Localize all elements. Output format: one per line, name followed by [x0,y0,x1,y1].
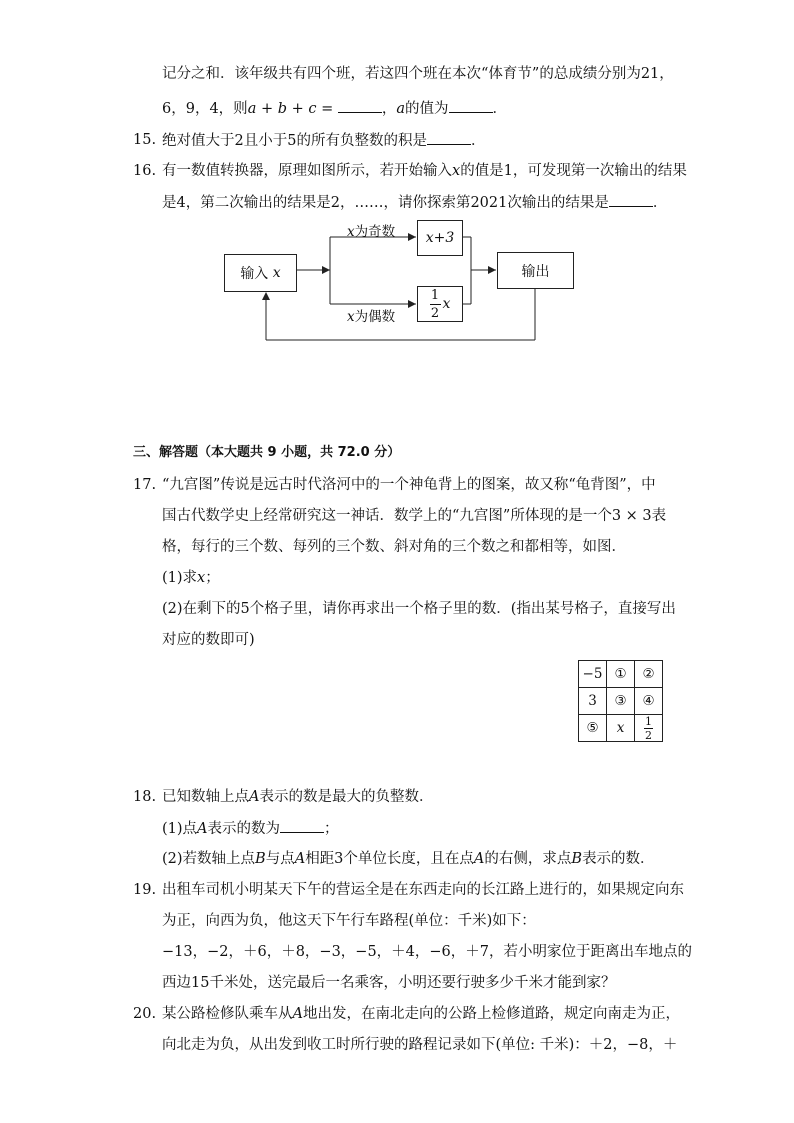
odd-op-expr: x+3 [425,230,455,246]
odd-text: 为奇数 [354,224,396,240]
q17-line2: 国古代数学史上经常研究这一神话．数学上的“九宫图”所体现的是一个3 × 3表 [162,508,667,524]
even-text: 为偶数 [354,309,396,325]
q19-line3: −13，−2，＋6，＋8，−3，−5，＋4，−6，＋7，若小明家位于距离出车地点的 [162,944,692,960]
q17-part2-line2: 对应的数即可) [162,632,255,648]
grid-cell: ① [607,661,635,688]
grid-cell: ④ [635,688,663,715]
q18-A-var: A [249,789,260,805]
grid-row [579,688,663,715]
q18-part2-A2: A [473,851,485,867]
q18-part1-end: ； [324,821,339,837]
q17-part1-pre: (1)求 [162,570,198,586]
q17-part1-post: ； [205,570,220,586]
grid-cell: ⑤ [579,715,607,742]
q16-line2-text: 是4，第二次输出的结果是2，……，请你探索第2021次输出的结果是 [162,195,609,211]
q18-line1-post: 表示的数是最大的负整数． [259,789,434,805]
grid-row [579,661,663,688]
output-label: 输出 [521,263,550,280]
grid-cell-fraction [635,715,663,742]
q20-line1-pre: 某公路检修队乘车从 [162,1006,293,1022]
q14-line2-post: 的值为 [405,101,449,117]
q16-x-var: x [452,163,461,179]
q17-part1-var: x [197,570,206,586]
q14-sum-expr: a + b + c = [247,101,334,117]
q18-part1 [162,818,339,839]
odd-op-box [417,220,463,256]
q18-part2-B: B [255,851,266,867]
grid-cell: ② [635,661,663,688]
q19-line2: 为正，向西为负，他这天下午行车路程(单位：千米)如下： [162,913,536,929]
q16-number: 16. [133,163,157,179]
q18-part2-A: A [294,851,306,867]
q18-part1-A: A [197,821,208,837]
q18-part1-pre: (1)点 [162,821,198,837]
q18-part2-pre: (2)若数轴上点 [162,851,256,867]
grid-fraction [644,716,653,741]
q18-part2-mid2: 相距3个单位长度，且在点 [305,851,474,867]
grid-cell: −5 [579,661,607,688]
q18-part2-mid1: 与点 [265,851,295,867]
q18-line1-pre: 已知数轴上点 [162,789,249,805]
nine-grid-table [578,660,663,742]
q14-line2-pre: 6，9，4，则 [162,101,248,117]
grid-cell: ③ [607,688,635,715]
input-box [224,254,297,292]
q14-a-var: a [396,101,405,117]
q18-blank[interactable] [280,818,324,833]
q14-line2-end: ． [492,101,507,117]
q20-number: 20. [133,1006,157,1022]
q18-part2-mid3: 的右侧，求点 [484,851,572,867]
q18-line1 [162,787,433,807]
q19-line1: 出租车司机小明某天下午的营运全是在东西走向的长江路上进行的，如果规定向东 [162,882,684,898]
q17-number: 17. [133,477,157,493]
q16-line1-pre: 有一数值转换器，原理如图所示，若开始输入 [162,163,452,179]
q16-line2-end: ． [652,195,668,211]
q17-line3: 格，每行的三个数、每列的三个数、斜对角的三个数之和都相等，如图． [162,539,626,555]
q18-part2-B2: B [571,851,583,867]
q16-line1-post: 的值是1，可发现第一次输出的结果 [460,163,687,179]
half-den: 2 [430,305,440,321]
grid-frac-num: 1 [645,714,652,728]
q19-line4: 西边15千米处，送完最后一名乘客，小明还要行驶多少千米才能到家？ [162,975,616,991]
flow-diagram-connectors [0,0,794,400]
grid-cell: x [607,715,635,742]
q18-part1-post: 表示的数为 [207,821,281,837]
q15-number: 15. [133,132,157,148]
q20-A-var: A [292,1006,303,1022]
section-heading: 三、解答题（本大题共 9 小题，共 72.0 分） [133,445,401,460]
q14-line2-mid: ， [381,101,397,117]
q20-line2: 向北走为负，从出发到收工时所行驶的路程记录如下(单位: 千米)：＋2，−8，＋ [162,1037,678,1053]
grid-row [579,715,663,742]
q15-end: ． [470,133,486,149]
even-var: x [347,309,355,325]
input-label: 输入 [240,266,269,282]
output-box [497,252,574,289]
even-op-var: x [442,296,451,312]
q18-part2-post: 表示的数． [582,851,655,867]
q15-question: 绝对值大于2且小于5的所有负整数的积是 [162,133,427,149]
q17-part1 [162,568,220,588]
q18-number: 18. [133,789,157,805]
grid-cell: 3 [579,688,607,715]
q17-line1: “九宫图”传说是远古时代洛河中的一个神龟背上的图案，故又称“龟背图”，中 [162,477,656,493]
grid-frac-den: 2 [645,728,652,742]
half-num: 1 [430,287,440,303]
q20-line1-post: 地出发，在南北走向的公路上检修道路，规定向南走为正， [302,1006,680,1022]
q17-part2-line1: (2)在剩下的5个格子里，请你再求出一个格子里的数．(指出某号格子，直接写出 [162,601,676,617]
q19-number: 19. [133,882,157,898]
even-branch-label [347,305,395,325]
odd-branch-label [347,220,395,240]
q20-line1 [162,1004,680,1024]
half-fraction [430,289,441,320]
q14-line1: 记分之和．该年级共有四个班，若这四个班在本次“体育节”的总成绩分别为21， [162,66,674,82]
odd-var: x [347,224,355,240]
even-op-box [417,286,463,322]
q18-part2 [162,849,655,869]
input-var: x [272,265,281,281]
